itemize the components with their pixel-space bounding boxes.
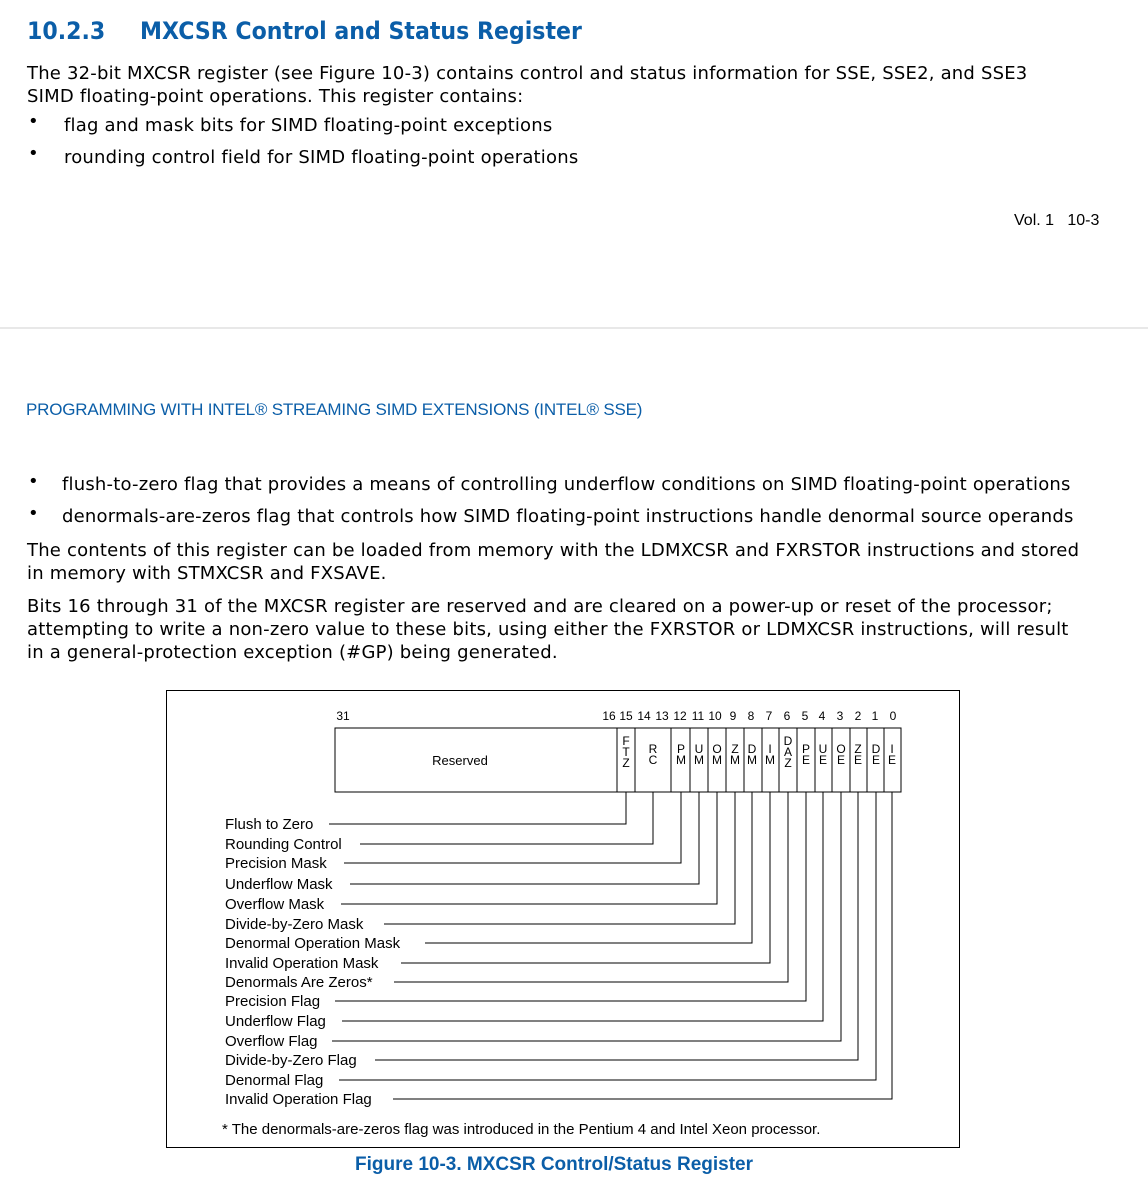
leader-line — [393, 792, 892, 1099]
reserved-label: Reserved — [432, 753, 488, 768]
field-label: Denormal Operation Mask — [225, 935, 401, 952]
bit-number: 4 — [818, 709, 826, 723]
para2-line-1: The contents of this register can be loaded from memory with the LDMXCSR and FXRSTOR instructions and stored — [27, 540, 1080, 561]
field-abbreviation: E — [801, 753, 811, 767]
bit-number: 14 — [637, 709, 651, 723]
field-abbreviation: I — [890, 742, 894, 756]
field-label: Overflow Flag — [225, 1033, 318, 1050]
field-label: Rounding Control — [225, 836, 342, 853]
field-abbreviation: A — [783, 745, 793, 759]
leader-line — [329, 792, 626, 824]
field-label: Invalid Operation Flag — [225, 1091, 372, 1108]
field-abbreviation: E — [871, 753, 881, 767]
footer-page-number: 10-3 — [1067, 212, 1100, 229]
bit-number: 6 — [783, 709, 791, 723]
section-number: 10.2.3 — [27, 17, 106, 45]
field-abbreviation: P — [801, 742, 811, 756]
field-label: Divide-by-Zero Mask — [225, 916, 364, 933]
para3-line-1: Bits 16 through 31 of the MXCSR register are reserved and are cleared on a power-up or reset of the processor; — [27, 596, 1053, 617]
field-abbreviation: U — [694, 742, 704, 756]
intro-line-2: SIMD floating-point operations. This register contains: — [27, 86, 524, 107]
field-abbreviation: M — [747, 753, 757, 767]
bit-number: 9 — [729, 709, 737, 723]
bit-number: 12 — [673, 709, 687, 723]
running-head: PROGRAMMING WITH INTEL® STREAMING SIMD EXTENSIONS (INTEL® SSE) — [26, 400, 643, 419]
para3-line-2: attempting to write a non-zero value to these bits, using either the FXRSTOR or LDMXCSR instructions, will result — [27, 619, 1069, 640]
bit-number: 10 — [708, 709, 722, 723]
bit-number-31: 31 — [336, 709, 350, 723]
field-abbreviation: D — [747, 742, 757, 756]
field-label: Denormal Flag — [225, 1072, 324, 1089]
bit-number: 0 — [889, 709, 897, 723]
field-abbreviation: E — [853, 753, 863, 767]
figure-footnote: * The denormals-are-zeros flag was introduced in the Pentium 4 and Intel Xeon processor. — [222, 1121, 821, 1138]
field-abbreviation: E — [887, 753, 897, 767]
bullet-icon: • — [28, 503, 39, 524]
bit-number: 8 — [747, 709, 755, 723]
field-abbreviation: M — [676, 753, 686, 767]
bit-number: 7 — [765, 709, 773, 723]
leader-line — [342, 792, 823, 1021]
field-abbreviation: M — [694, 753, 704, 767]
field-label: Precision Flag — [225, 993, 321, 1010]
bullet-item-exception-flags: flag and mask bits for SIMD floating-point exceptions — [64, 115, 553, 136]
bit-number: 2 — [854, 709, 862, 723]
field-label: Underflow Flag — [225, 1013, 326, 1030]
field-abbreviation: F — [622, 734, 630, 748]
field-label: Invalid Operation Mask — [225, 955, 379, 972]
field-abbreviation: T — [622, 745, 630, 759]
bit-number: 15 — [619, 709, 633, 723]
footer-volume: Vol. 1 — [1014, 212, 1055, 229]
leader-line — [394, 792, 788, 982]
leader-line — [375, 792, 858, 1060]
leader-line — [332, 792, 841, 1041]
bullet-icon: • — [28, 143, 39, 164]
field-abbreviation: M — [712, 753, 722, 767]
leader-line — [339, 792, 876, 1080]
bullet-item-denormals-are-zeros: denormals-are-zeros flag that controls how SIMD floating-point instructions handle denormal source operands — [62, 506, 1074, 527]
field-abbreviation: P — [676, 742, 686, 756]
bullet-icon: • — [28, 111, 39, 132]
field-abbreviation: I — [768, 742, 772, 756]
field-abbreviation: Z — [784, 756, 792, 770]
section-title: MXCSR Control and Status Register — [140, 17, 582, 45]
field-abbreviation: E — [836, 753, 846, 767]
field-abbreviation: M — [730, 753, 740, 767]
bit-number: 1 — [871, 709, 879, 723]
bit-number: 13 — [655, 709, 669, 723]
field-abbreviation: E — [818, 753, 828, 767]
leader-line — [360, 792, 653, 844]
figure-caption: Figure 10-3. MXCSR Control/Status Register — [355, 1154, 754, 1175]
bullet-icon: • — [28, 471, 39, 492]
leader-line — [344, 792, 681, 863]
leader-line — [401, 792, 770, 963]
field-abbreviation: C — [648, 753, 658, 767]
bullet-item-rounding-control: rounding control field for SIMD floating-point operations — [64, 147, 579, 168]
field-label: Denormals Are Zeros* — [225, 974, 373, 991]
field-abbreviation: R — [648, 742, 658, 756]
leader-line — [350, 792, 699, 884]
field-abbreviation: D — [871, 742, 881, 756]
bit-number: 16 — [602, 709, 616, 723]
field-label: Divide-by-Zero Flag — [225, 1052, 357, 1069]
bit-number: 11 — [691, 709, 705, 723]
field-abbreviation: O — [712, 742, 722, 756]
leader-line — [425, 792, 752, 943]
para2-line-2: in memory with STMXCSR and FXSAVE. — [27, 563, 387, 584]
field-abbreviation: Z — [854, 742, 862, 756]
field-label: Precision Mask — [225, 855, 327, 872]
field-abbreviation: O — [836, 742, 846, 756]
register-box — [335, 728, 901, 792]
field-abbreviation: Z — [622, 756, 630, 770]
field-label: Underflow Mask — [225, 876, 333, 893]
bit-number: 3 — [836, 709, 844, 723]
field-label: Flush to Zero — [225, 816, 314, 833]
intro-line-1: The 32-bit MXCSR register (see Figure 10-3) contains control and status information for SSE, SSE2, and SSE3 — [27, 63, 1028, 84]
field-abbreviation: D — [783, 734, 793, 748]
para3-line-3: in a general-protection exception (#GP) being generated. — [27, 642, 558, 663]
bit-number: 5 — [801, 709, 809, 723]
field-abbreviation: Z — [731, 742, 739, 756]
field-abbreviation: M — [765, 753, 775, 767]
bullet-item-flush-to-zero: flush-to-zero flag that provides a means of controlling underflow conditions on SIMD floating-point operations — [62, 474, 1071, 495]
leader-line — [341, 792, 717, 904]
field-label: Overflow Mask — [225, 896, 325, 913]
field-abbreviation: U — [818, 742, 828, 756]
